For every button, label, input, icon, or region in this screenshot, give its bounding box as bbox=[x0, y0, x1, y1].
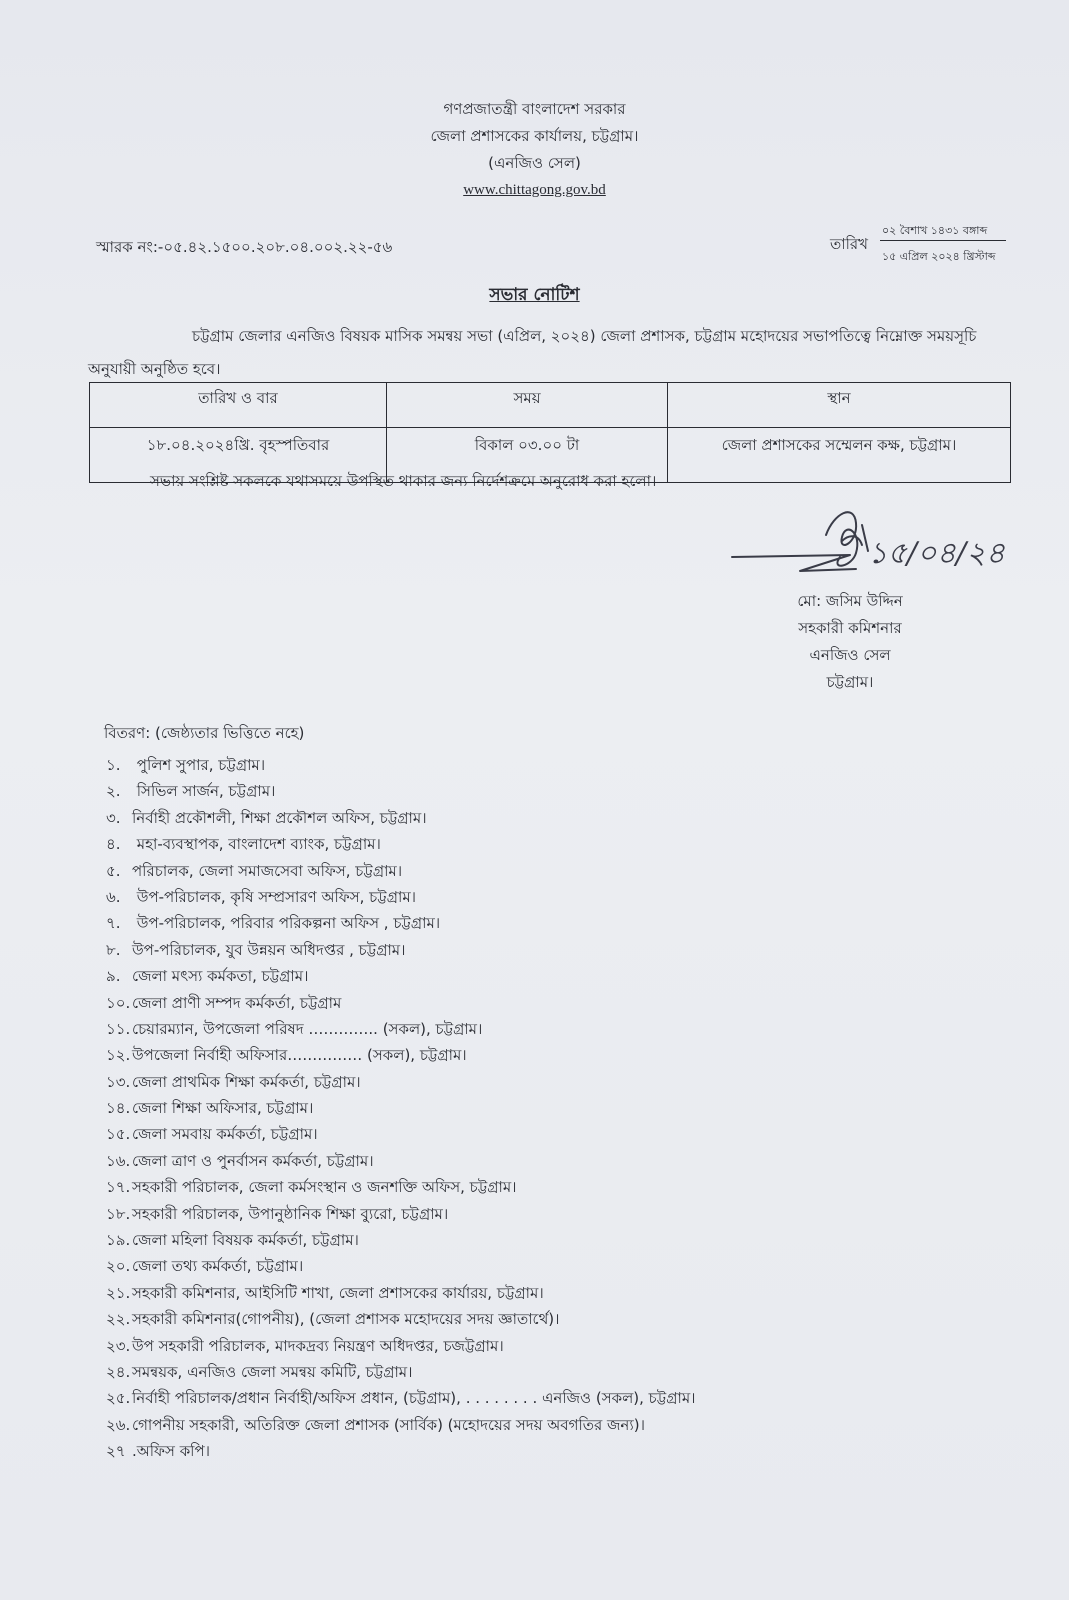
cell-name: (এনজিও সেল) bbox=[488, 154, 581, 172]
list-item-text: জেলা প্রাণী সম্পদ কর্মকর্তা, চট্টগ্রাম bbox=[132, 993, 342, 1012]
list-item-number: ১. bbox=[106, 756, 121, 774]
list-item-number: ২০. bbox=[106, 1257, 131, 1276]
list-item bbox=[106, 1121, 696, 1147]
list-item bbox=[106, 1016, 696, 1042]
list-item bbox=[106, 1227, 696, 1253]
list-item-number: ২৭ bbox=[106, 1442, 126, 1461]
list-item-number: ২৩. bbox=[106, 1336, 131, 1355]
list-item bbox=[106, 1095, 696, 1121]
list-item-number: ১৫. bbox=[106, 1125, 131, 1144]
list-item-number: ২৫. bbox=[106, 1389, 131, 1408]
list-item-number: ২১. bbox=[106, 1283, 131, 1302]
list-item-number: ১৮. bbox=[106, 1204, 131, 1223]
cell-date-day: ১৮.০৪.২০২৪খ্রি. বৃহস্পতিবার bbox=[90, 428, 387, 483]
office-name: জেলা প্রশাসকের কার্যালয়, চট্টগ্রাম। bbox=[430, 127, 639, 145]
list-item-number: ১৬. bbox=[106, 1151, 131, 1170]
list-item bbox=[106, 884, 696, 910]
distribution-list bbox=[106, 752, 696, 1465]
date-english: ১৫ এপ্রিল ২০২৪ খ্রিস্টাব্দ bbox=[882, 250, 996, 263]
header-time: সময় bbox=[387, 383, 668, 428]
list-item bbox=[106, 1042, 696, 1068]
list-item bbox=[106, 1174, 696, 1200]
list-item-text: উপ-পরিচালক, কৃষি সম্প্রসারণ অফিস, চট্টগ্রাম। bbox=[132, 887, 417, 906]
list-item-text: উপ-পরিচালক, পরিবার পরিকল্পনা অফিস , চট্টগ্রাম। bbox=[132, 914, 441, 933]
date-divider bbox=[880, 240, 1006, 241]
signature-date: ১৫/০৪/২৪ bbox=[868, 536, 1006, 571]
list-item-text: পরিচালক, জেলা সমাজসেবা অফিস, চট্টগ্রাম। bbox=[132, 861, 403, 880]
list-item-text: মহা-ব্যবস্থাপক, বাংলাদেশ ব্যাংক, চট্টগ্রাম। bbox=[132, 835, 381, 854]
list-item-number: ১০. bbox=[106, 993, 131, 1012]
cell-time: বিকাল ০৩.০০ টা bbox=[387, 428, 668, 483]
list-item bbox=[106, 1253, 696, 1279]
list-item-number: ৭. bbox=[106, 914, 121, 933]
list-item-text: সহকারী পরিচালক, উপানুষ্ঠানিক শিক্ষা ব্যুরো, চট্টগ্রাম। bbox=[132, 1204, 449, 1223]
list-item bbox=[106, 1148, 696, 1174]
list-item bbox=[106, 805, 696, 831]
list-item-number: ২৬. bbox=[106, 1415, 131, 1434]
list-item-text: উপ সহকারী পরিচালক, মাদকদ্রব্য নিয়ন্ত্রণ অধিদপ্তর, চজট্টগ্রাম। bbox=[132, 1336, 504, 1355]
list-item-text: চেয়ারম্যান, উপজেলা পরিষদ ………….. (সকল), চট্টগ্রাম। bbox=[132, 1019, 483, 1038]
list-item-text: .অফিস কপি। bbox=[132, 1442, 211, 1461]
schedule-table bbox=[89, 382, 1011, 483]
list-item-text: নির্বাহী পরিচালক/প্রধান নির্বাহী/অফিস প্রধান, (চট্টগ্রাম), . . . . . . . . এনজিও (সকল), চট্টগ্রাম। bbox=[132, 1389, 696, 1408]
signatory-block bbox=[740, 588, 960, 696]
list-item bbox=[106, 990, 696, 1016]
header-date-day: তারিখ ও বার bbox=[90, 383, 387, 428]
list-item bbox=[106, 778, 696, 804]
list-item bbox=[106, 752, 696, 778]
list-item bbox=[106, 1333, 696, 1359]
request-text: সভায় সংশ্লিষ্ট সকলকে যথাসময়ে উপস্থিত থাকার জন্য নির্দেশক্রমে অনুরোধ করা হলো। bbox=[150, 472, 657, 490]
date-block bbox=[830, 222, 1010, 266]
list-item-text: সহকারী পরিচালক, জেলা কর্মসংস্থান ও জনশক্তি অফিস, চট্টগ্রাম। bbox=[132, 1178, 517, 1197]
list-item-number: ৬. bbox=[106, 887, 121, 906]
list-item bbox=[106, 1069, 696, 1095]
list-item-number: ১৯. bbox=[106, 1231, 131, 1250]
page-title: সভার নোটিশ bbox=[489, 285, 580, 305]
list-item-text: সহকারী কমিশনার, আইসিটি শাখা, জেলা প্রশাসকের কার্যারয়, চট্টগ্রাম। bbox=[132, 1283, 544, 1302]
cell-venue: জেলা প্রশাসকের সম্মেলন কক্ষ, চট্টগ্রাম। bbox=[668, 428, 1011, 483]
list-item bbox=[106, 1359, 696, 1385]
date-label: তারিখ bbox=[830, 235, 868, 253]
list-item-number: ২৪. bbox=[106, 1362, 131, 1381]
list-item-text: উপজেলা নির্বাহী অফিসার…………… (সকল), চট্টগ্রাম। bbox=[132, 1046, 467, 1065]
list-item-text: গোপনীয় সহকারী, অতিরিক্ত জেলা প্রশাসক (সার্বিক) (মহোদয়ের সদয় অবগতির জন্য)। bbox=[132, 1415, 645, 1434]
list-item-number: ১৩. bbox=[106, 1072, 131, 1091]
list-item-number: ৫. bbox=[106, 861, 121, 880]
list-item bbox=[106, 1201, 696, 1227]
list-item bbox=[106, 1385, 696, 1411]
list-item-text: জেলা প্রাথমিক শিক্ষা কর্মকর্তা, চট্টগ্রাম। bbox=[132, 1072, 361, 1091]
list-item-text: সমন্বয়ক, এনজিও জেলা সমন্বয় কমিটি, চট্টগ্রাম। bbox=[132, 1362, 413, 1381]
table-header-row bbox=[90, 383, 1011, 428]
intro-paragraph: চট্টগ্রাম জেলার এনজিও বিষয়ক মাসিক সমন্বয় সভা (এপ্রিল, ২০২৪) জেলা প্রশাসক, চট্টগ্রাম মহোদয়ের সভাপতিত্বে নিম্নোক্ত সময়সূচি অনুযায়ী অনুষ্ঠিত হবে। bbox=[88, 327, 977, 378]
list-item-number: ৯. bbox=[106, 967, 121, 986]
list-item-text: জেলা মৎস্য কর্মকতা, চট্টগ্রাম। bbox=[132, 967, 309, 986]
list-item-number: ১৭. bbox=[106, 1178, 131, 1197]
list-item-text: জেলা ত্রাণ ও পুনর্বাসন কর্মকর্তা, চট্টগ্রাম। bbox=[132, 1151, 374, 1170]
list-item-number: ৮. bbox=[106, 940, 121, 959]
list-item bbox=[106, 963, 696, 989]
list-item-number: ১৪. bbox=[106, 1099, 131, 1118]
list-item-number: ২২. bbox=[106, 1310, 131, 1329]
government-name: গণপ্রজাতন্ত্রী বাংলাদেশ সরকার bbox=[443, 100, 626, 118]
list-item-text: জেলা সমবায় কর্মকর্তা, চট্টগ্রাম। bbox=[132, 1125, 318, 1144]
list-item bbox=[106, 1280, 696, 1306]
list-item bbox=[106, 1412, 696, 1438]
list-item-text: নির্বাহী প্রকৌশলী, শিক্ষা প্রকৌশল অফিস, চট্টগ্রাম। bbox=[132, 808, 427, 827]
date-bangla: ০২ বৈশাখ ১৪৩১ বঙ্গাব্দ bbox=[882, 224, 988, 237]
distribution-heading: বিতরণ: (জেষ্ঠ্যতার ভিত্তিতে নহে) bbox=[104, 724, 305, 742]
list-item-number: ৪. bbox=[106, 835, 121, 854]
list-item bbox=[106, 910, 696, 936]
letterhead bbox=[0, 96, 1069, 204]
signatory-unit: এনজিও সেল bbox=[809, 646, 891, 664]
list-item-text: জেলা মহিলা বিষয়ক কর্মকর্তা, চট্টগ্রাম। bbox=[132, 1231, 359, 1250]
signatory-place: চট্টগ্রাম। bbox=[826, 673, 874, 691]
header-venue: স্থান bbox=[668, 383, 1011, 428]
list-item-text: সহকারী কমিশনার(গোপনীয়), (জেলা প্রশাসক মহোদয়ের সদয় জ্ঞাতার্থে)। bbox=[132, 1310, 560, 1329]
list-item bbox=[106, 831, 696, 857]
memo-number: স্মারক নং:-০৫.৪২.১৫০০.২০৮.০৪.০০২.২২-৫৬ bbox=[96, 238, 393, 256]
list-item bbox=[106, 1306, 696, 1332]
list-item-text: উপ-পরিচালক, যুব উন্নয়ন অধিদপ্তর , চট্টগ্রাম। bbox=[132, 940, 406, 959]
list-item-number: ১১. bbox=[106, 1019, 131, 1038]
list-item-number: ২. bbox=[106, 782, 121, 801]
signatory-name: মো: জসিম উদ্দিন bbox=[797, 592, 903, 610]
list-item-number: ৩. bbox=[106, 808, 121, 827]
list-item-text: জেলা শিক্ষা অফিসার, চট্টগ্রাম। bbox=[132, 1099, 314, 1118]
list-item bbox=[106, 1438, 696, 1464]
list-item-text: পুলিশ সুপার, চট্টগ্রাম। bbox=[132, 756, 266, 774]
list-item-number: ১২. bbox=[106, 1046, 131, 1065]
list-item bbox=[106, 858, 696, 884]
list-item-text: সিভিল সার্জন, চট্টগ্রাম। bbox=[132, 782, 276, 801]
website-link[interactable]: www.chittagong.gov.bd bbox=[463, 182, 606, 198]
list-item-text: জেলা তথ্য কর্মকর্তা, চট্টগ্রাম। bbox=[132, 1257, 304, 1276]
list-item bbox=[106, 937, 696, 963]
signatory-designation: সহকারী কমিশনার bbox=[798, 619, 902, 637]
